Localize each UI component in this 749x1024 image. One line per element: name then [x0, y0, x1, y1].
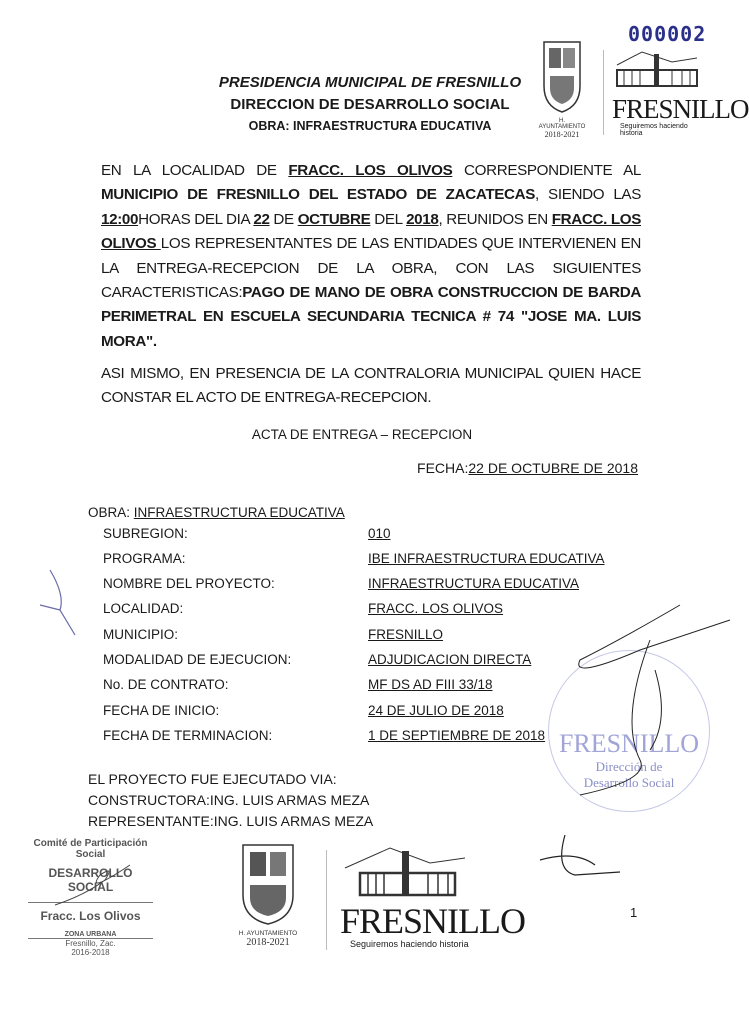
ayuntamiento-seal-logo: H. AYUNTAMIENTO 2018-2021: [540, 38, 590, 139]
detail-label: MODALIDAD DE EJECUCION:: [103, 652, 292, 667]
text-segment: DEL: [370, 210, 407, 228]
fresnillo-logo: FRESNILLO Seguiremos haciendo historia: [612, 50, 712, 137]
mes-value: OCTUBRE: [297, 210, 371, 228]
fecha-line: [417, 460, 638, 476]
detail-row: [103, 551, 663, 576]
header-obra: OBRA: INFRAESTRUCTURA EDUCATIVA: [248, 119, 492, 133]
detail-row: [103, 526, 663, 551]
localidad-value: FRACC. LOS OLIVOS: [288, 162, 453, 179]
fecha-label: FECHA:: [417, 460, 469, 476]
handwritten-mark-icon: [30, 565, 90, 640]
text-segment: , SIENDO LAS: [535, 186, 641, 204]
logo-divider: [603, 50, 604, 135]
hora-value: 12:00: [101, 210, 139, 228]
text-segment: DE: [269, 210, 298, 228]
detail-value: INFRAESTRUCTURA EDUCATIVA: [368, 576, 580, 591]
representante-line: REPRESENTANTE:ING. LUIS ARMAS MEZA: [88, 813, 374, 829]
detail-value: IBE INFRAESTRUCTURA EDUCATIVA: [368, 551, 605, 566]
comite-signature-icon: [45, 855, 135, 915]
constructora-line: CONSTRUCTORA:ING. LUIS ARMAS MEZA: [88, 792, 370, 808]
detail-value: 24 DE JULIO DE 2018: [368, 703, 504, 718]
text-segment: .: [152, 332, 157, 350]
text-segment: CORRESPONDIENTE AL: [452, 162, 642, 179]
logo-divider: [326, 850, 327, 950]
municipio-value: MUNICIPIO DE FRESNILLO DEL ESTADO DE ZACATECAS: [101, 186, 536, 204]
header-direccion: DIRECCION DE DESARROLLO SOCIAL: [230, 96, 510, 113]
direccion-desarrollo-stamp: FRESNILLO Dirección de Desarrollo Social: [548, 650, 710, 812]
detail-row: [103, 576, 663, 601]
fresnillo-logo: FRESNILLO Seguiremos haciendo historia: [340, 843, 480, 949]
ayuntamiento-seal-logo: H. AYUNTAMIENTO 2018-2021: [228, 840, 308, 948]
acta-title: ACTA DE ENTREGA – RECEPCION: [251, 427, 473, 442]
contraloria-paragraph: ASI MISMO, EN PRESENCIA DE LA CONTRALORIA MUNICIPAL QUIEN HACE CONSTAR EL ACTO DE ENTREGA-RECEPCION.: [101, 365, 641, 407]
lugar-value: FRACC. LOS OLIVOS: [101, 210, 642, 253]
obra-line: [88, 505, 345, 520]
execution-line: EL PROYECTO FUE EJECUTADO VIA:: [88, 771, 337, 787]
detail-value: FRESNILLO: [368, 627, 444, 642]
detail-value: FRACC. LOS OLIVOS: [368, 601, 504, 616]
obra-label: OBRA:: [88, 505, 134, 520]
detail-value: MF DS AD FIII 33/18: [368, 677, 493, 692]
fecha-value: 22 DE OCTUBRE DE 2018: [468, 460, 638, 476]
detail-label: No. DE CONTRATO:: [103, 677, 229, 692]
bottom-signature-icon: [535, 830, 625, 890]
detail-label: MUNICIPIO:: [103, 627, 179, 642]
comite-stamp: Comité de Participación Social DESARROLLO SOCIAL Fracc. Los Olivos ZONA URBANA Fresnillo, Zac. 2016-2018: [28, 838, 153, 957]
detail-label: PROGRAMA:: [103, 551, 186, 566]
detail-label: FECHA DE TERMINACION:: [103, 728, 273, 743]
anio-value: 2018: [406, 210, 439, 228]
text-segment: HORAS DEL DIA: [138, 210, 254, 228]
signature-icon: [560, 600, 730, 800]
detail-value: 010: [368, 526, 391, 541]
obra-value: INFRAESTRUCTURA EDUCATIVA: [133, 505, 345, 520]
detail-label: LOCALIDAD:: [103, 601, 184, 616]
page-number: 1: [630, 905, 638, 920]
detail-label: SUBREGION:: [103, 526, 188, 541]
text-segment: LOS REPRESENTANTES DE LAS ENTIDADES QUE INTERVIENEN EN LA ENTREGA-RECEPCION DE LA OBRA, CON LAS SIGUIENTES CARACTERISTICAS:: [101, 235, 642, 302]
caracteristicas-value: PAGO DE MANO DE OBRA CONSTRUCCION DE BARDA PERIMETRAL EN ESCUELA SECUNDARIA TECNICA # 74 "JOSE MA. LUIS MORA": [101, 284, 641, 350]
detail-label: FECHA DE INICIO:: [103, 703, 220, 718]
text-segment: , REUNIDOS EN: [438, 210, 552, 228]
folio-number: 000002: [628, 22, 707, 46]
dia-value: 22: [253, 210, 270, 228]
detail-value: 1 DE SEPTIEMBRE DE 2018: [368, 728, 546, 743]
header-presidencia: PRESIDENCIA MUNICIPAL DE FRESNILLO: [218, 74, 522, 91]
detail-label: NOMBRE DEL PROYECTO:: [103, 576, 275, 591]
detail-value: ADJUDICACION DIRECTA: [368, 652, 532, 667]
text-segment: EN LA LOCALIDAD DE: [101, 162, 289, 179]
intro-paragraph: [101, 159, 641, 354]
